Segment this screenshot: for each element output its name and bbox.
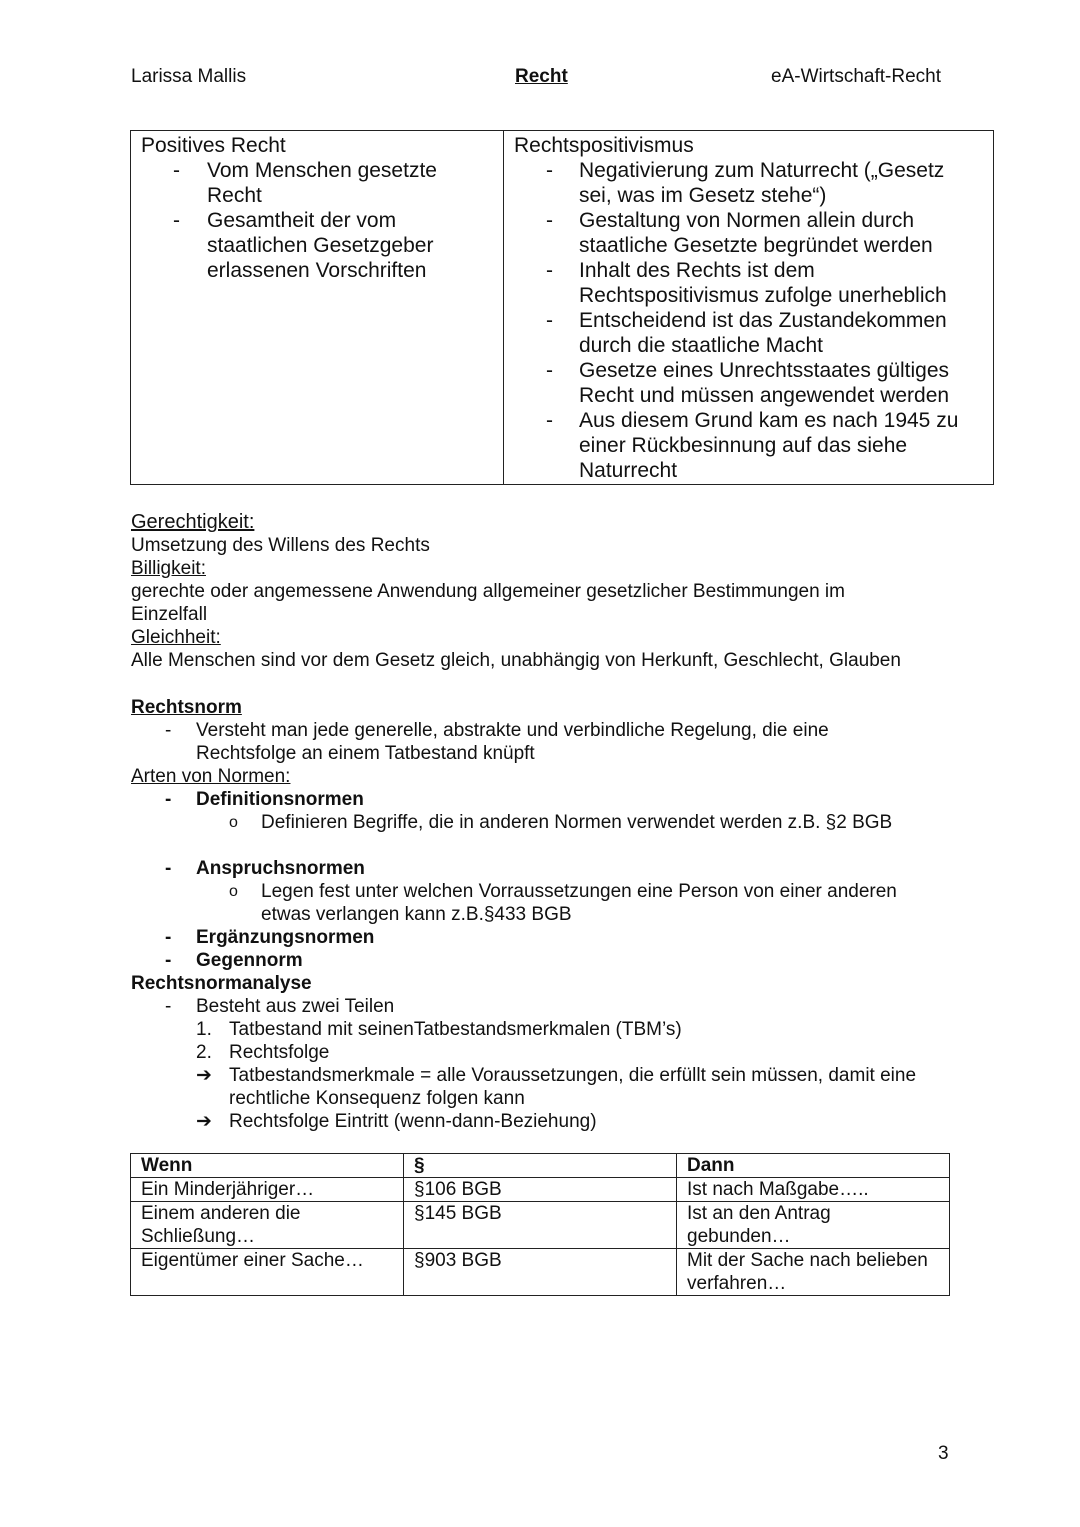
list-item (131, 1018, 1011, 1041)
arrow-text: Tatbestandsmerkmale = alle Voraussetzungen, die erfüllt sein müssen, damit eine rechtliche Konsequenz folgen kann (229, 1065, 917, 1109)
list-item: - Gegennorm (165, 950, 303, 971)
arten-label: Arten von Normen: (131, 766, 291, 787)
table-header: § (404, 1154, 677, 1178)
list-item: - Besteht aus zwei Teilen (165, 996, 395, 1017)
list-item: - Entscheidend ist das Zustandekommen durch die staatliche Macht (504, 308, 979, 358)
rechtsnorm-definition: Versteht man jede generelle, abstrakte und verbindliche Regelung, die eine Rechtsfolge an einem Tatbestand knüpft (196, 720, 829, 764)
billigkeit-label: Billigkeit: (131, 558, 206, 579)
list-item (131, 1041, 1011, 1064)
positives-recht-title: Positives Recht (141, 134, 286, 157)
anspruchsnormen-label: Anspruchsnormen (196, 858, 365, 879)
table-cell: Ist nach Maßgabe….. (677, 1178, 950, 1202)
gleichheit-text: Alle Menschen sind vor dem Gesetz gleich, unabhängig von Herkunft, Geschlecht, Glauben (131, 650, 901, 671)
gerechtigkeit-label: Gerechtigkeit: (131, 511, 255, 533)
table-cell: §903 BGB (404, 1249, 677, 1296)
definitions-section (131, 511, 1011, 672)
list-item: - Inhalt des Rechts ist dem Rechtspositivismus zufolge unerheblich (504, 258, 979, 308)
arrow-icon: ➔ (196, 1065, 212, 1086)
table-cell: Einem anderen die Schließung… (131, 1202, 404, 1249)
list-item: - Anspruchsnormen (165, 858, 365, 879)
list-item: - Negativierung zum Naturrecht („Gesetz sei, was im Gesetz stehe“) (504, 158, 979, 208)
step-text: Tatbestand mit seinenTatbestandsmerkmalen (TBM’s) (229, 1019, 682, 1040)
analyse-item: Besteht aus zwei Teilen (196, 996, 395, 1017)
step-text: Rechtsfolge (229, 1042, 330, 1063)
rechtsnormanalyse-heading: Rechtsnormanalyse (131, 973, 312, 994)
table-cell: §106 BGB (404, 1178, 677, 1202)
gegennorm-label: Gegennorm (196, 950, 303, 971)
list-item: - Definitionsnormen (165, 789, 364, 810)
list-item: - Aus diesem Grund kam es nach 1945 zu einer Rückbesinnung auf das siehe Naturrecht (504, 408, 979, 483)
table-cell: Eigentümer einer Sache… (131, 1249, 404, 1296)
table-cell: Ist an den Antrag gebunden… (677, 1202, 950, 1249)
arrow-text: Rechtsfolge Eintritt (wenn-dann-Beziehung) (229, 1111, 597, 1132)
rechtspositivismus-cell (504, 131, 994, 485)
table-cell: Mit der Sache nach belieben verfahren… (677, 1249, 950, 1296)
definitionsnormen-text: Definieren Begriffe, die in anderen Normen verwendet werden z.B. §2 BGB (261, 812, 893, 833)
subject-title: Recht (515, 66, 568, 87)
author-name: Larissa Mallis (131, 66, 247, 87)
list-item: o Definieren Begriffe, die in anderen Normen verwendet werden z.B. §2 BGB (229, 812, 893, 833)
table-row (131, 1202, 950, 1249)
table-row (131, 1249, 950, 1296)
wenn-dann-table (130, 1153, 950, 1296)
rechtsnorm-section (131, 696, 1011, 1133)
table-cell: §145 BGB (404, 1202, 677, 1249)
gerechtigkeit-text: Umsetzung des Willens des Rechts (131, 535, 430, 556)
arrow-icon: ➔ (196, 1111, 212, 1132)
gleichheit-label: Gleichheit: (131, 627, 221, 648)
table-header: Wenn (131, 1154, 404, 1178)
rechtspositivismus-list (504, 158, 993, 483)
rechtspositivismus-title: Rechtspositivismus (514, 134, 694, 157)
page-number: 3 (938, 1443, 949, 1464)
rechtsnorm-heading: Rechtsnorm (131, 697, 242, 718)
anspruchsnormen-text: Legen fest unter welchen Vorraussetzungen eine Person von einer anderen etwas verlangen kann z.B.§433 BGB (261, 881, 897, 925)
table-row (131, 1154, 950, 1178)
list-item: - Versteht man jede generelle, abstrakte und verbindliche Regelung, die eine Rechtsfolge an einem Tatbestand knüpft (165, 720, 829, 764)
course-name: eA-Wirtschaft-Recht (771, 66, 941, 87)
list-item: o Legen fest unter welchen Vorraussetzungen eine Person von einer anderen etwas verlangen kann z.B.§433 BGB (229, 881, 897, 925)
list-item: - Gestaltung von Normen allein durch staatliche Gesetzte begründet werden (504, 208, 979, 258)
recht-comparison-table (130, 130, 994, 485)
table-cell: Ein Minderjähriger… (131, 1178, 404, 1202)
list-item: - Gesamtheit der vom staatlichen Gesetzgeber erlassenen Vorschriften (131, 208, 467, 283)
list-item: - Ergänzungsnormen (165, 927, 375, 948)
list-item: - Vom Menschen gesetzte Recht (131, 158, 467, 208)
definitionsnormen-label: Definitionsnormen (196, 789, 364, 810)
positives-recht-list (131, 158, 503, 283)
table-row (131, 1178, 950, 1202)
list-item (131, 1064, 919, 1110)
step-number: 2. (196, 1042, 212, 1063)
positives-recht-cell (131, 131, 504, 485)
step-number: 1. (196, 1019, 212, 1040)
billigkeit-text: gerechte oder angemessene Anwendung allgemeiner gesetzlicher Bestimmungen im Einzelfall (131, 581, 845, 625)
ergaenzungsnormen-label: Ergänzungsnormen (196, 927, 375, 948)
list-item (131, 1110, 1011, 1133)
table-header: Dann (677, 1154, 950, 1178)
list-item: - Gesetze eines Unrechtsstaates gültiges Recht und müssen angewendet werden (504, 358, 979, 408)
